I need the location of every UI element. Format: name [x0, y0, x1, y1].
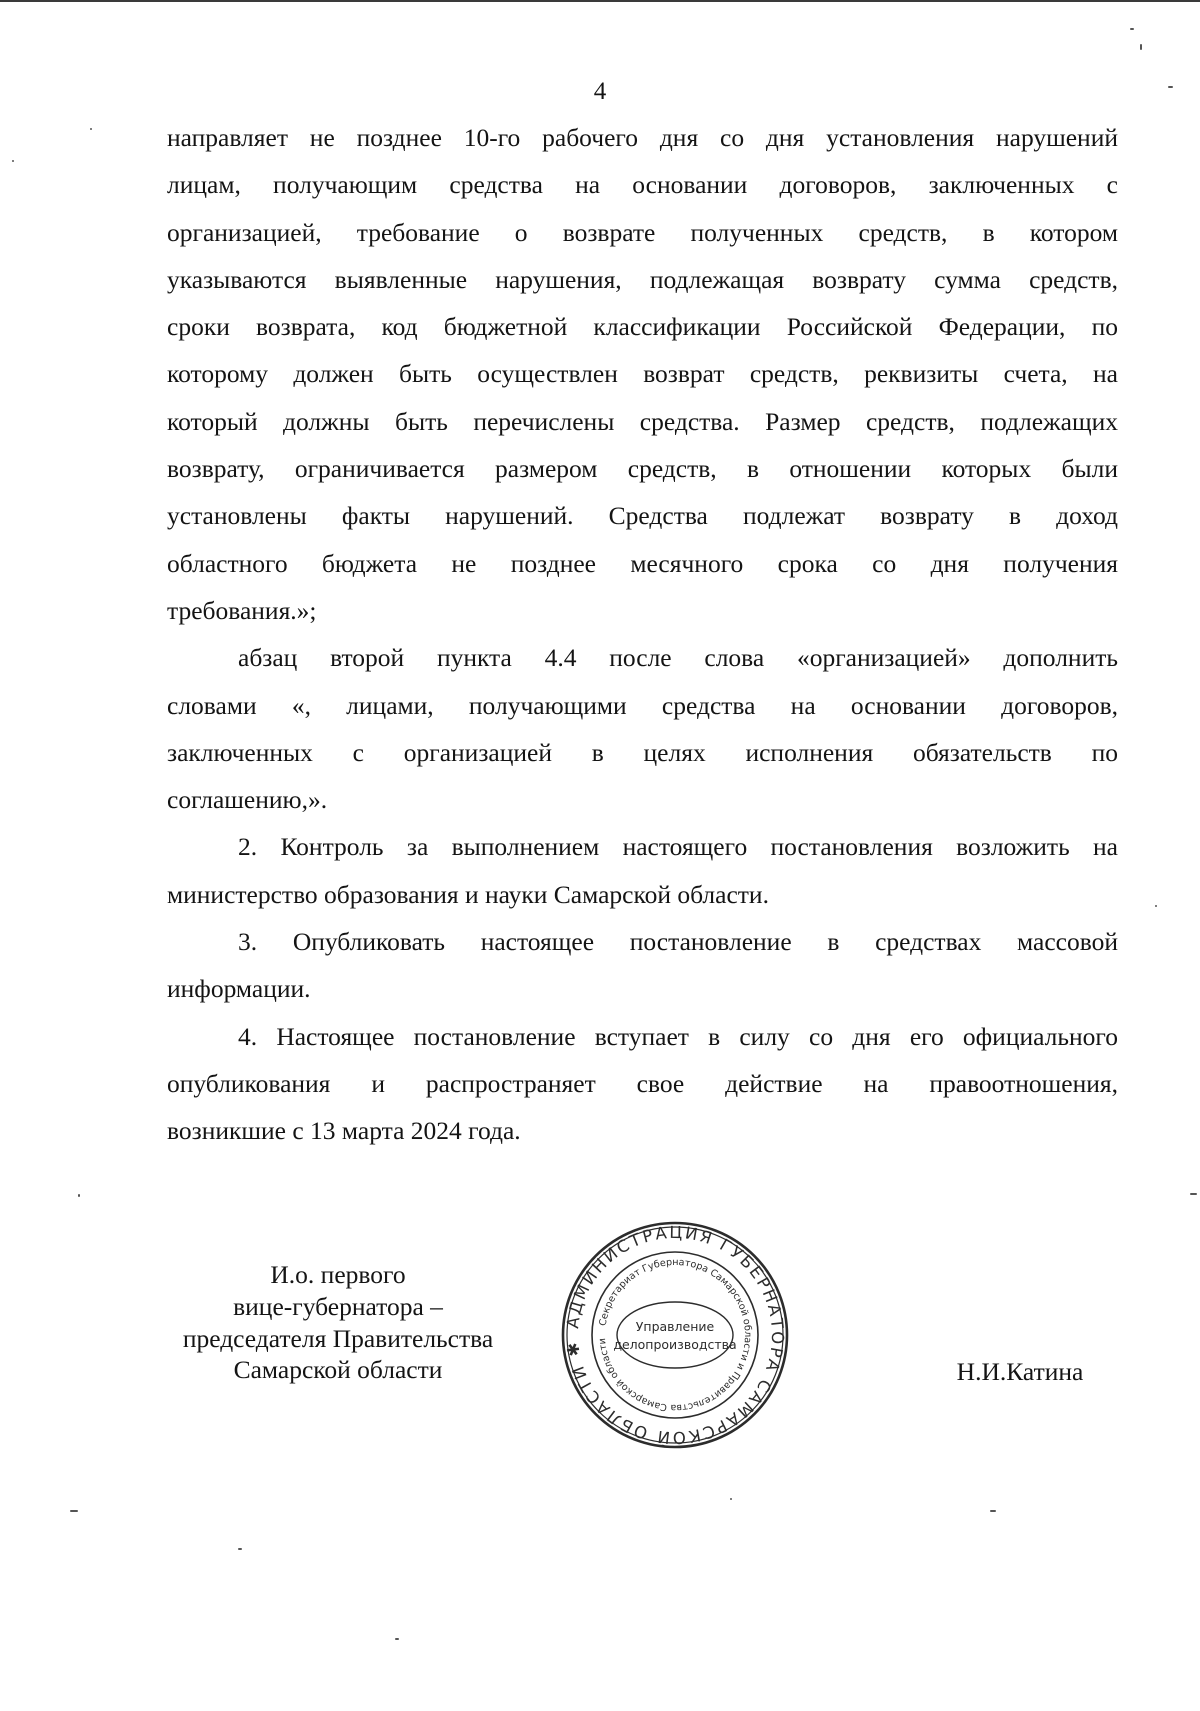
body-line: соглашению,». [167, 785, 328, 815]
stamp-center-line: Управление [635, 1319, 715, 1334]
body-line: словами «, лицами, получающими средства на основании договоров, [167, 690, 1118, 720]
body-line: министерство образования и науки Самарской области. [167, 879, 769, 909]
signatory-title-line: Самарской области [233, 1355, 443, 1385]
scan-speck [12, 160, 14, 162]
body-line: областного бюджета не позднее месячного срока со дня получения [167, 548, 1118, 578]
scan-speck [1190, 1193, 1197, 1195]
signatory-title-line: председателя Правительства [182, 1323, 494, 1353]
body-line: установлены факты нарушений. Средства подлежат возврату в доход [167, 501, 1118, 531]
svg-text:АДМИНИСТРАЦИЯ ГУБЕРНАТОРА САМА [563, 1223, 787, 1447]
body-line: который должны быть перечислены средства. Размер средств, подлежащих [167, 406, 1118, 436]
signatory-title-line: вице-губернатора – [233, 1291, 443, 1321]
scan-speck [70, 1510, 78, 1512]
signatory-title-line: И.о. первого [270, 1260, 406, 1289]
body-line: требования.»; [167, 595, 317, 625]
scan-speck [1155, 905, 1157, 907]
body-line: возникшие с 13 марта 2024 года. [167, 1116, 521, 1146]
body-line: которому должен быть осуществлен возврат средств, реквизиты счета, на [167, 359, 1118, 389]
body-line: 2. Контроль за выполнением настоящего постановления возложить на [238, 832, 1118, 862]
scan-speck [238, 1548, 242, 1550]
stamp-center-line: делопроизводства [613, 1337, 737, 1352]
svg-text:Секретариат Губернатора Самарс [597, 1257, 753, 1413]
signatory-name: Н.И.Катина [956, 1357, 1084, 1386]
body-line: заключенных с организацией в целях исполнения обязательств по [167, 737, 1118, 767]
scan-speck [1168, 86, 1173, 88]
scan-speck [395, 1638, 399, 1640]
page-number: 4 [593, 78, 607, 105]
scan-speck [730, 1498, 732, 1500]
body-line: 4. Настоящее постановление вступает в силу со дня его официального [238, 1021, 1118, 1051]
body-line: указываются выявленные нарушения, подлежащая возврату сумма средств, [167, 264, 1118, 294]
body-line: лицам, получающим средства на основании договоров, заключенных с [167, 170, 1118, 200]
body-line: организацией, требование о возврате полученных средств, в котором [167, 217, 1118, 247]
body-line: опубликования и распространяет свое действие на правоотношения, [167, 1068, 1118, 1098]
stamp-outer-text: АДМИНИСТРАЦИЯ ГУБЕРНАТОРА САМАРСКОЙ ОБЛАСТИ ✱ [562, 1222, 788, 1448]
body-line: абзац второй пункта 4.4 после слова «организацией» дополнить [238, 643, 1118, 673]
page-top-edge [0, 0, 1200, 2]
signatory-title [148, 1259, 528, 1386]
stamp-inner-text: Секретариат Губернатора Самарской области и Правительства Самарской области [597, 1256, 754, 1414]
scan-speck [90, 128, 92, 130]
body-line: информации. [167, 974, 311, 1004]
body-line: 3. Опубликовать настоящее постановление в средствах массовой [238, 927, 1118, 957]
scan-speck [1140, 44, 1142, 50]
body-line: направляет не позднее 10-го рабочего дня со дня установления нарушений [167, 123, 1118, 152]
official-stamp [559, 1219, 791, 1451]
scan-speck [990, 1510, 996, 1512]
body-line: сроки возврата, код бюджетной классификации Российской Федерации, по [167, 312, 1118, 342]
body-line: возврату, ограничивается размером средств, в отношении которых были [167, 454, 1118, 484]
scan-speck [78, 1194, 80, 1197]
body-text [167, 114, 1118, 1155]
scan-speck [1130, 28, 1134, 30]
